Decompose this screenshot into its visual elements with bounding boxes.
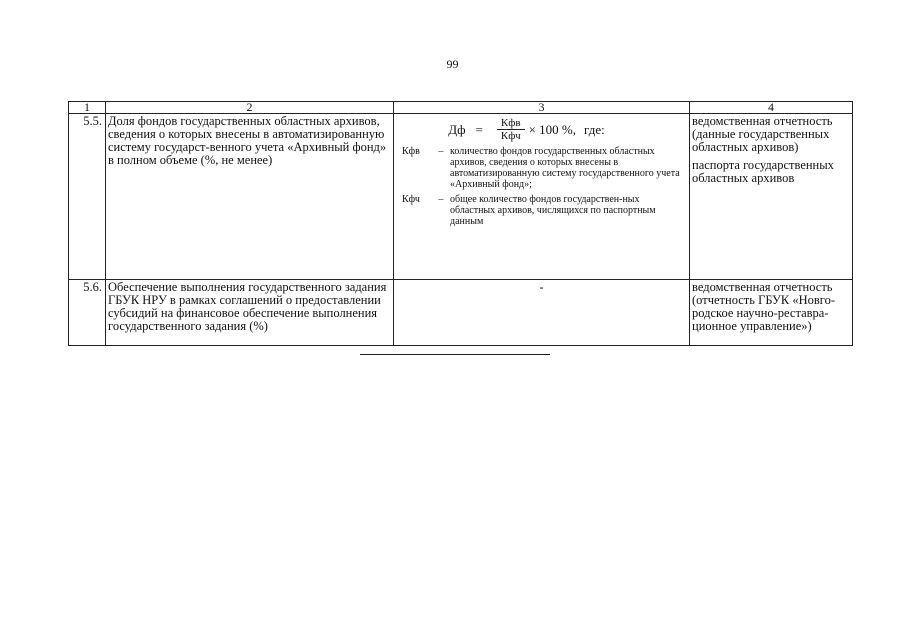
formula-denominator: Кфч	[500, 130, 521, 142]
row-number: 5.6.	[69, 280, 106, 346]
formula-lhs: Дф	[448, 122, 466, 137]
page-number: 99	[446, 57, 459, 71]
column-header: 3	[394, 102, 690, 114]
source-item: ведомственная отчетность (данные государственных областных архивов)	[692, 114, 833, 154]
legend-item	[396, 146, 687, 190]
legend-dash: –	[438, 194, 444, 205]
legend-text: количество фондов государственных областных архивов, сведения о которых внесены в автоматизированную систему государственного учета «Архивный фонд»;	[450, 146, 680, 190]
row-number: 5.5.	[69, 114, 106, 280]
formula	[366, 117, 687, 142]
legend-dash: –	[438, 146, 444, 157]
data-source	[690, 114, 853, 280]
calculation-method: -	[394, 280, 690, 346]
formula-multiplier: × 100 %,	[528, 122, 577, 137]
source-item: ведомственная отчетность (отчетность ГБУК «Новго-родское научно-реставра-ционное управление»)	[692, 280, 836, 333]
calculation-method	[394, 114, 690, 280]
data-source	[690, 280, 853, 346]
indicator-table	[68, 101, 853, 346]
column-header: 1	[69, 102, 106, 114]
formula-equals: =	[475, 122, 483, 137]
column-header: 2	[106, 102, 394, 114]
indicator-description: Обеспечение выполнения государственного задания ГБУК НРУ в рамках соглашений о предоставлении субсидий на финансовое обеспечение выполнения государственного задания (%)	[106, 280, 394, 346]
formula-fraction	[497, 117, 525, 142]
formula-where: где:	[584, 122, 605, 137]
column-header: 4	[690, 102, 853, 114]
indicator-description: Доля фондов государственных областных архивов, сведения о которых внесены в автоматизированную систему государст-венного учета «Архивный фонд» в полном объеме (%, не менее)	[106, 114, 394, 280]
legend-symbol: Кфч	[402, 194, 420, 205]
table-row	[69, 114, 853, 280]
legend-item	[396, 194, 687, 227]
table-row	[69, 280, 853, 346]
legend-symbol: Кфв	[402, 146, 420, 157]
table-header-row	[69, 102, 853, 114]
source-item: паспорта государственных областных архивов	[692, 158, 834, 185]
legend-text: общее количество фондов государствен-ных областных архивов, числящихся по паспортным данным	[450, 194, 656, 227]
formula-numerator: Кфв	[497, 117, 525, 130]
footer-separator-line	[360, 354, 550, 355]
